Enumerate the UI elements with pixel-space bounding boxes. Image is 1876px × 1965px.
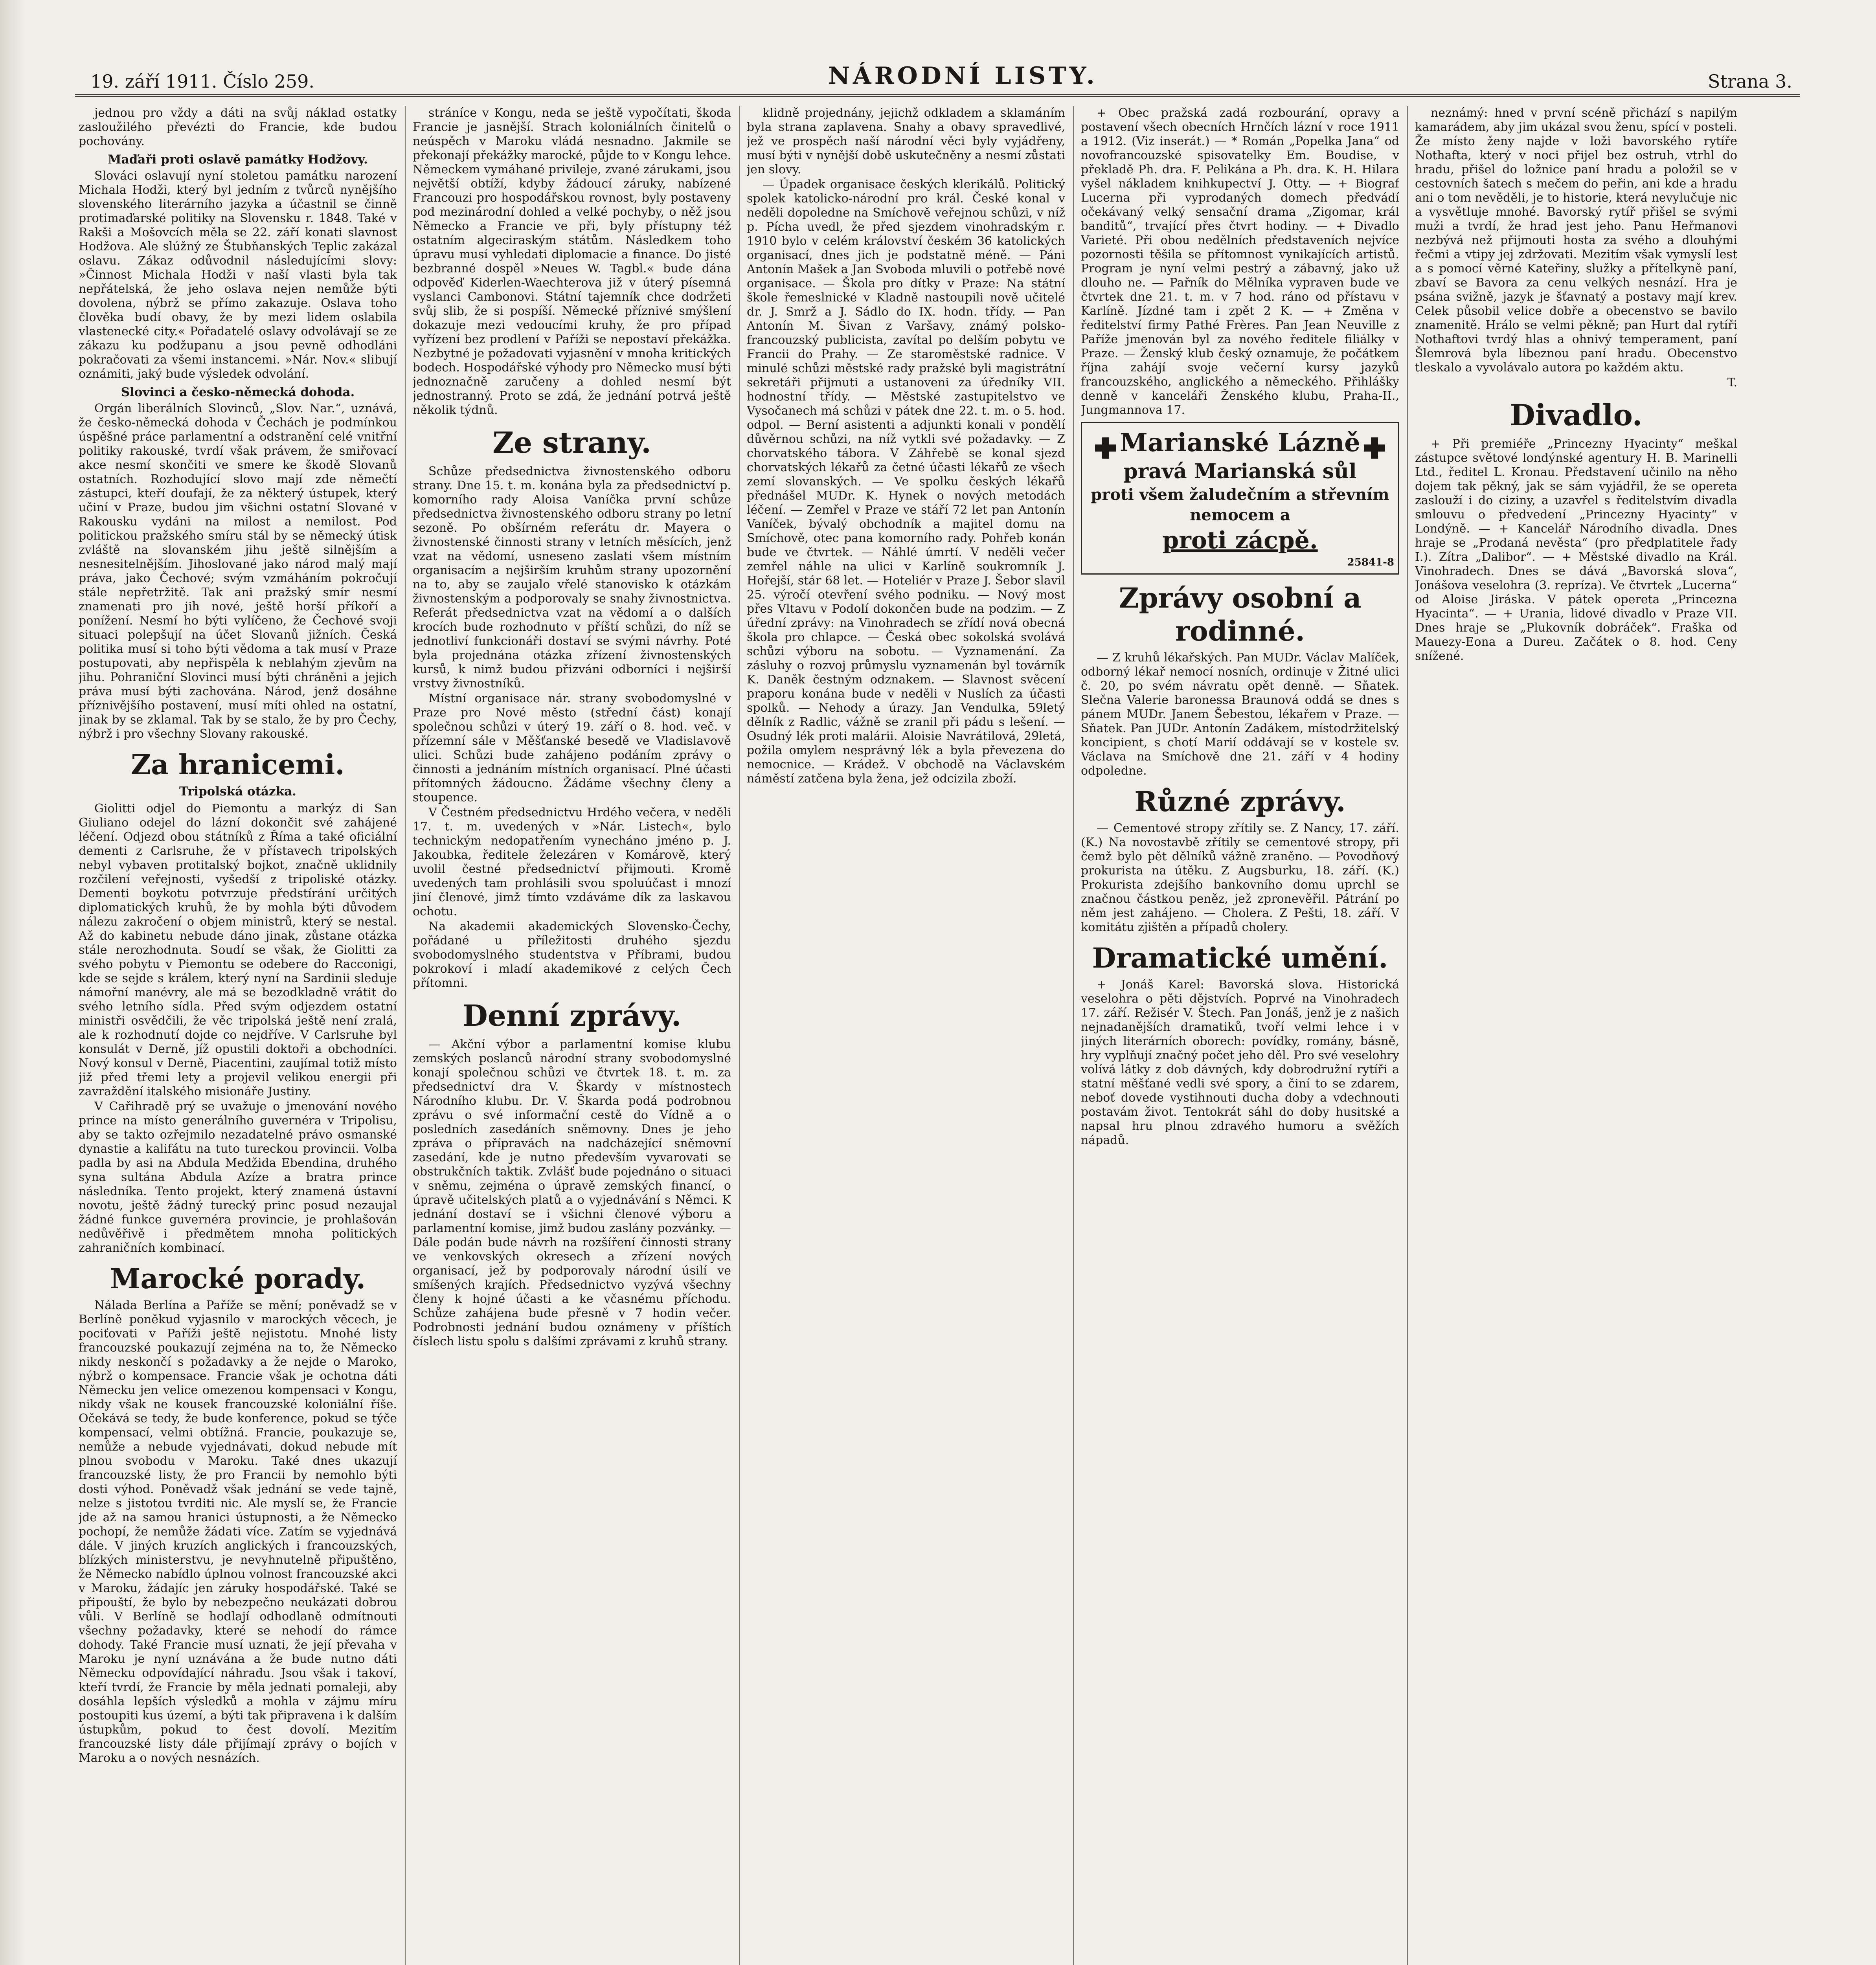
advertisement-marianske-lazne bbox=[1081, 422, 1399, 575]
column-5 bbox=[1415, 106, 1737, 1965]
article-text: V Čestném předsednictvu Hrdého večera, v neděli 17. t. m. uvedených v »Nár. Listech«, bylo technickým nedopatřením vynecháno jméno p. J. Jakoubka, ředitele železáren v Komárově, který uvolil čestné předsednictví přijmouti. Kromě uvedených tam prohlásili svou spoluúčast i mnozí jiní členové, jimž tímto vzdáváme dík za laskavou ochotu. bbox=[413, 806, 731, 918]
article-text: Místní organisace nár. strany svobodomyslné v Praze pro Nové město (střední část) konají společnou schůzi v úterý 19. září o 8. hod. več. v přízemní sále v Měšťanské besedě ve Vladislavově ulici. Schůzi bude zahájeno podáním zprávy o činnosti a jednáním místních organisací. Plné účasti přítomných žádoucno. Žádáme všechny členy a stoupence. bbox=[413, 692, 731, 804]
column-divider bbox=[405, 106, 406, 1965]
section-heading: Za hranicemi. bbox=[131, 748, 345, 781]
article-text: stráníce v Kongu, neda se ještě vypočítati, škoda Francie je jasnější. Strach koloniálních činitelů o neúspěch v Maroku vládá nesnadno. Jakmile se překonají překážky marocké, půjde to v Kongu lehce. Německem vymáhané privileje, zvané zárukami, jsou největší obtíží, kdyby žádoucí záruky, nabízené Francouzi pro hospodářskou rovnost, byly postaveny pod mezinárodní dohled a velké pochyby, o něž jsou Německo a Francie ve při, byly přístupny též ostatním algeciraským státům. Následkem toho úpravu musí vyhledati diplomacie a finance. Do jisté bezbranné dospěl »Neues W. Tagbl.« bude dána odpověď Kiderlen-Waechterova již v úterý písemná vyslanci Cambonovi. Státní tajemník chce dodržeti svůj slib, že si pospíší. Německé příznivé smýšlení dokazuje mezi vedoucími kruhy, že pro případ vyřízení bez prodlení v Paříži se nepostaví překážka. Nezbytné je požadovati vyjasnění v mnoha kritických bodech. Hospodářské výhody pro Německo musí býti jednoznačně zaručeny a dohled nesmí být jednostranný. Proto se zdá, že jednání potrvá ještě několik týdnů. bbox=[413, 106, 731, 417]
column-divider bbox=[1407, 106, 1408, 1965]
section-heading: Dramatické umění. bbox=[1092, 942, 1388, 974]
article-text: + Obec pražská zadá rozbourání, opravy a postavení všech obecních Hrnčích lázní v roce 1911 a 1912. (Viz inserát.) — * Román „Popelka Jana“ od novofrancouzské spisovatelky Em. Boudise, v překladě Ph. dra. F. Pelikána a Ph. dra. K. H. Hilara vyšel nákladem knihkupectví J. Otty. — + Biograf Lucerna při vyprodaných domech předvádí očekávaný velký sensační drama „Zigomar, král banditů“, trvající přes čtvrt hodiny. — + Divadlo Varieté. Při obou nedělních představeních nejvíce pozornosti těšila se přítomnost vynikajících artistů. Program je nyní velmi pestrý a zábavný, jako už dlouho ne. — Pařník do Mělníka vypraven bude ve čtvrtek dne 21. t. m. v 7 hod. ráno od přístavu v Karlíně. Jízdné tam i zpět 2 K. — + Změna v ředitelství firmy Pathé Frères. Pan Jean Neuville z Paříže jmenován byl za nového ředitele filiálky v Praze. — Ženský klub český oznamuje, že počátkem října zahájí svoje večerní kursy jazyků francouzského, anglického a německého. Přihlášky denně v kanceláři Ženského klubu, Praha-II., Jungmannova 17. bbox=[1081, 106, 1399, 417]
column-divider bbox=[739, 106, 740, 1965]
article-text: — Z kruhů lékařských. Pan MUDr. Václav Malíček, odborný lékař nemocí nosních, ordinuje v Žitné ulici č. 20, po svém návratu opět denně. — Sňatek. Slečna Valerie baronessa Braunová oddá se dnes s pánem MUDr. Janem Šebestou, lékařem v Praze. — Sňatek. Pan JUDr. Antonín Zadákem, místodržitelský koncipient, s chotí Marií oddávají se v kostele sv. Václava na Smíchově dne 21. září v 4 hodiny odpoledne. bbox=[1081, 651, 1399, 778]
ad-line: proti zácpě. bbox=[1162, 527, 1318, 554]
newspaper-title: NÁRODNÍ LISTY. bbox=[828, 62, 1098, 90]
article-heading: Maďaři proti oslavě památky Hodžovy. bbox=[108, 152, 368, 167]
article-text: neznámý: hned v první scéně přichází s napilým kamarádem, aby jim ukázal svou ženu, spící v posteli. Že místo ženy najde v loži bavorského rytíře Nothafta, který v noci přijel bez ostruh, vtrhl do hradu, přišel do ložnice paní hradu a položil se v cestovních šatech s mečem do peřin, ani kde a hradu ani o tom nevěděli, je to historie, která nevylučuje nic a vysvětluje mnohé. Bavorský rytíř přišel se svými muži a tvrdí, že hrad jest jeho. Panu Heřmanovi nezbývá než přijmouti hosta za svého a dlouhými řečmi a vtipy jej zdržovati. Mezitím však vymyslí lest a s pomocí věrné Kateřiny, služky a přítelkyně paní, zbaví se Bavora za cenu velkých nesnází. Hra je psána svižně, jazyk je šťavnatý a postavy mají krev. Celek působil velice dobře a obecenstvo se bavilo znamenitě. Hrálo se velmi pěkně; pan Hurt dal rytíři Nothaftovi tvrdý hlas a ohnivý temperament, paní Šlemrová byla líbeznou paní hradu. Obecenstvo tleskalo a vyvolávalo autora po každém aktu. bbox=[1415, 106, 1737, 375]
article-text: Na akademii akademických Slovensko-Čechy, pořádané u příležitosti druhého sjezdu svobodomyslného studentstva v Příbrami, budou pokrokoví i mladí akademikové z celých Čech přítomni. bbox=[413, 920, 731, 990]
issue-date: 19. září 1911. Číslo 259. bbox=[90, 71, 315, 92]
ad-reference: 25841-8 bbox=[1347, 556, 1394, 568]
article-text: + Při premiéře „Princezny Hyacinty“ meškal zástupce světové londýnské agentury H. B. Marinelli Ltd., ředitel L. Kronau. Představení učinilo na něho dojem tak pěkný, jak se sám vyjádřil, že se opereta zaslouží i do ciziny, a uzavřel s ředitelstvím divadla smlouvu o předvedení „Princezny Hyacinty“ v Londýně. — + Kancelář Národního divadla. Dnes hraje se „Prodaná nevěsta“ (pro předplatitele řady I.). Zítra „Dalibor“. — + Městské divadlo na Král. Vinohradech. Dnes se dává „Bavorská slova“, Jonášova veselohra (3. repríza). Ve čtvrtek „Lucerna“ od Aloise Jiráska. V pátek opereta „Princezna Hyacinta“. — + Urania, lidové divadlo v Praze VII. Dnes hraje se „Plukovník dobráček“. Fraška od Mauezy-Eona a Dureu. Začátek o 8. hod. Ceny snížené. bbox=[1415, 437, 1737, 663]
masthead bbox=[75, 59, 1800, 97]
section-heading: Zprávy osobní a rodinné. bbox=[1119, 582, 1362, 647]
article-text: jednou pro vždy a dáti na svůj náklad ostatky zasloužilého převézti do Francie, kde budou pochovány. bbox=[79, 106, 397, 148]
author-signature: T. bbox=[1727, 376, 1737, 389]
cross-icon bbox=[1364, 437, 1385, 459]
cross-icon bbox=[1095, 437, 1116, 459]
section-heading: Ze strany. bbox=[492, 426, 651, 460]
ad-line: proti všem žaludečním a střevním nemocem a bbox=[1091, 485, 1389, 524]
article-heading: Slovinci a česko-německá dohoda. bbox=[121, 385, 355, 399]
column-4 bbox=[1081, 106, 1399, 1965]
section-heading: Denní zprávy. bbox=[462, 999, 682, 1033]
column-divider bbox=[1073, 106, 1074, 1965]
article-text: Orgán liberálních Slovinců, „Slov. Nar.“, uznává, že česko-německá dohoda v Čechách je podmínkou úspěšné práce parlamentní a odstranění celé vnitřní politiky rakouské, tvrdí však právem, že smiřovací akce nesmí skončiti ve smere ke škodě Slovanů ostatních. Rozhodující slovo mají zde němečtí zástupci, kteří doufají, že za některý ústupek, který učiní v Praze, budou jim všichni ostatní Slované v Rakousku vydáni na milost a nemilost. Pod politickou pražského smíru stál by se německý útisk zvláště na slovanském jihu ještě silnějším a nesnesitelnějším. Jihoslované jako národ malý mají práva, jako Čechové; svým vzmáháním pokročují stále nepřetržitě. Tak ani pražský smír nesmí znamenati pro jih nové, ještě horší příkoří a ponížení. Nesmí ho býti vylíčeno, že Čechové svoji situaci polepšují na účet Slovanů jižních. Česká politika musí si toho býti vědoma a tak musí v Praze postupovati, aby nepřispěla k neblahým zjevům na jihu. Pohraniční Slovinci musí býti chráněni a jejich práva musí býti zachována. Národ, jenž dosáhne příznivějšího postavení, musí míti ohled na ostatní, jinak by se zklamal. Tak by se stalo, že by pro Čechy, nýbrž i pro všechny Slovany rakouské. bbox=[79, 402, 397, 741]
article-text: — Akční výbor a parlamentní komise klubu zemských poslanců národní strany svobodomyslné konají společnou schůzi ve čtvrtek 18. t. m. za předsednictví dra V. Škardy v místnostech Národního klubu. Dr. V. Škarda podá podrobnou zprávu o své informační cestě do Vídně a o posledních zasedáních sněmovny. Dnes je jeho zpráva o přípravách na nadcházející sněmovní zasedání, kde je nutno především vyvarovati se obstrukčních taktik. Zvlášť bude pojednáno o situaci v sněmu, zejména o úpravě zemských financí, o úpravě učitelských platů a o vyjednávání s Němci. K jednání dostaví se i všichni členové výboru a parlamentní komise, jimž budou zaslány pozvánky. — Dále podán bude návrh na rozšíření činnosti strany ve venkovských okresech a zřízení nových organisací, jež by podporovaly národní úsilí ve smíšených krajích. Předsednictvo vyzývá všechny členy k hojné účasti a ke včasnému příchodu. Schůze zahájena bude přesně v 7 hodin večer. Podrobnosti jednání budou oznámeny v příštích číslech listu spolu s dalšími zprávami z kruhů strany. bbox=[413, 1038, 731, 1348]
section-heading: Marocké porady. bbox=[110, 1262, 366, 1295]
article-text: Nálada Berlína a Paříže se mění; poněvadž se v Berlíně poněkud vyjasnilo v marockých věcech, je pociťovati v Paříži ještě nejistotu. Mnohé listy francouzské poukazují zejména na to, že Německo nikdy neskončí s požadavky a že nejde o Maroko, nýbrž o kompensace. Francie však je ochotna dáti Německu jen velice omezenou kompensaci v Kongu, nikdy však ne kousek francouzské koloniální říše. Očekává se tedy, že bude konference, pokud se týče kompensací, velmi obtížná. Francie, poukazuje se, nemůže a nebude vyjednávati, dokud nebude mít plnou svobodu v Maroku. Také dnes ukazují francouzské listy, že pro Francii by nemohlo býti dosti výhod. Poněvadž však jednání se vede tajně, nelze s jistotou tvrditi nic. Ale myslí se, že Francie jde až na samou hranici ústupnosti, a že Německo pochopí, že nemůže žádati více. Zatím se vyjednává dále. V jiných kruzích anglických i francouzských, blízkých ministerstvu, je nevyhnutelně připuštěno, že Německo nabídlo úplnou volnost francouzské akci v Maroku, žádajíc jen záruky hospodářské. Také se připouští, že bylo by nebezpečno neukázati dobrou vůli. V Berlíně se hodlají odhodlaně odmítnouti všechny požadavky, které se nehodí do rámce dohody. Také Francie musí uznati, že její převaha v Maroku je nyní uznávána a že bude nutno dáti Německu odpovídající náhradu. Jsou však i takoví, kteří tvrdí, že Francie by měla jednati pomaleji, aby dosáhla lepších výsledků a mohla v zájmu míru postoupiti kus území, a býti tak připravena i k dalším ústupkům, pokud to čest dovolí. Mezitím francouzské listy dále přijímají zprávy o bojích v Maroku a o nových nesnázích. bbox=[79, 1298, 397, 1765]
article-text: + Jonáš Karel: Bavorská slova. Historická veselohra o pěti dějstvích. Poprvé na Vinohradech 17. září. Režisér V. Štech. Pan Jonáš, jenž je z našich nejnadanějších dramatiků, tvoří velmi lehce i v jiných literárních oborech: povídky, romány, básně, hry vyplňují značný počet jeho děl. Pro své veselohry volívá látky z dob dávných, kdy dobrodružní rytíři a statní měšťané vedli své spory, a činí to se zdarem, neboť dovede vystihnouti ducha doby a vdechnouti postavám život. Tentokrát sáhl do doby husitské a napsal hru plnou zdravého humoru a svěžích nápadů. bbox=[1081, 978, 1399, 1147]
column-3 bbox=[747, 106, 1065, 1965]
article-text: V Cařihradě prý se uvažuje o jmenování nového prince na místo generálního guvernéra v Tripolisu, aby se takto ozřejmilo nezadatelné právo osmanské dynastie a kalifátu na tuto tureckou provincii. Volba padla by asi na Abdula Medžida Ebendina, druhého syna sultána Abdula Azíze a bratra prince následníka. Tento projekt, který znamená ústavní novotu, ještě žádný turecký princ posud nezaujal žádné funkce guvernéra provincie, je prohlašován nedůvěřivě i předmětem mnoha politických zahraničních kombinací. bbox=[79, 1100, 397, 1255]
article-text: Slováci oslavují nyní stoletou památku narození Michala Hodži, který byl jedním z tvůrců nynějšího slovenského literárního jazyka a účastnil se činně protimaďarské politiky na Slovensku r. 1848. Také v Rakši a Mošovcích měla se 22. září konati slavnost Hodžova. Ale slúžný ze Štubňanských Teplic zakázal oslavu. Zákaz odůvodnil následujícími slovy: »Činnost Michala Hodži v naší vlasti byla tak nepřátelská, že jeho oslava nejen nemůže býti dovolena, nýbrž se přímo zakazuje. Oslava toho člověka budí obavy, že by mezi lidem oslabila vlastenecké city.« Pořadatelé oslavy odvolávají se ze zákazu ku podžupanu a jsou pevně odhodláni pokračovati za všemi instancemi. »Nár. Nov.« slibují oznámiti, jaký bude výsledek odvolání. bbox=[79, 169, 397, 381]
section-heading: Různé zprávy. bbox=[1134, 785, 1346, 818]
article-text: Schůze předsednictva živnostenského odboru strany. Dne 15. t. m. konána byla za předsednictví p. komorního rady Aloisa Vaníčka první schůze předsednictva živnostenského odboru strany po letní sezoně. Po obšírném referátu dr. Mayera o živnostenské činnosti strany v letních měsících, jenž vzat na vědomí, usneseno zaslati všem místním organisacím a nejširším kruhům strany upozornění na to, aby se zaujalo vřelé stanovisko k otázkám živnostenským a podporovaly se snahy živnostnictva. Referát předsednictva vzat na vědomí a o dalších krocích bude rozhodnuto v příští schůzi, do níž se jednotliví funkcionáři dostaví se svými návrhy. Poté byla projednána otázka zřízení živnostenských kursů, k nimž budou přizváni odborníci i nejširší vrstvy živnostníků. bbox=[413, 465, 731, 691]
ad-title: Marianské Lázně bbox=[1120, 428, 1360, 457]
page-number: Strana 3. bbox=[1708, 71, 1792, 92]
column-2 bbox=[413, 106, 731, 1965]
article-text: Giolitti odjel do Piemontu a markýz di San Giuliano odejel do lázní dokončit své zahájené léčení. Odjezd obou státníků z Říma a také oficiální dementi z Carlsruhe, že v přístavech tripolských nebyl vybaven protitalský bojkot, značně uklidnily rozčilení veřejnosti, vyšedší z tripoliské otázky. Dementi boykotu potvrzuje předstírání určitých diplomatických kruhů, že by mohla býti důvodem nálezu zakročení o objem ministrů, který se nestal. Až do kabinetu nebude dáno jinak, zůstane otázka stále nerozhodnuta. Soudí se však, že Giolitti za svého pobytu v Piemontu se odebere do Racconigi, kde se sejde s králem, který nyní na Sardinii sleduje námořní manévry, ale má se bezodkladně vrátit do svého letního sídla. Před svým odjezdem ostatní ministři osvědčili, že věc tripolská ještě není zralá, ale k rozhodnutí dojde co nejdříve. V Carlsruhe byl konsulát v Derně, jíž opustili doktoři a obchodníci. Nový konsul v Derně, Piacentini, zaujímal totiž místo již před třemi lety a projevil velikou energii při zavraždění italského misionáře Justiny. bbox=[79, 802, 397, 1098]
ad-line: pravá Marianská sůl bbox=[1123, 459, 1357, 483]
article-text: — Cementové stropy zřítily se. Z Nancy, 17. září. (K.) Na novostavbě zřítily se cementové stropy, při čemž bylo pět dělníků vážně zraněno. — Povodňový prokurista na útěku. Z Augsburku, 18. září. (K.) Prokurista zdejšího bankovního domu uprchl se značnou částkou peněz, jež zpronevěřil. Pátrání po něm jest zahájeno. — Cholera. Z Pešti, 18. září. V komitátu zjištěn a případů cholery. bbox=[1081, 821, 1399, 934]
column-1 bbox=[79, 106, 397, 1965]
page-binding-edge bbox=[0, 0, 24, 1965]
article-subheading: Tripolská otázka. bbox=[179, 784, 296, 799]
section-heading: Divadlo. bbox=[1510, 399, 1643, 432]
article-text: — Úpadek organisace českých klerikálů. Politický spolek katolicko-národní pro král. České konal v neděli dopoledne na Smíchově veřejnou schůzi, v níž p. Pícha uvedl, že před sjezdem vinohradským r. 1910 bylo v celém království českém 36 katolických organisací, dnes jich je podstatně méně. — Páni Antonín Mašek a Jan Svoboda mluvili o potřebě nové organisace. — Škola pro dítky v Praze: Na státní škole řemeslnické v Kladně nastoupili nově učitelé dr. J. Smrž a J. Sádlo do IX. hodn. třídy. — Pan Antonín M. Šivan z Varšavy, známý polsko-francouzský publicista, zavítal po delším pobytu ve Francii do Prahy. — Ze staroměstské radnice. V minulé schůzi městské rady pražské byli magistrátní sekretáři přijmuti a ustanoveni za úředníky VII. hodnostní třídy. — Městské zastupitelstvo ve Vysočanech má schůzi v pátek dne 22. t. m. o 5. hod. odpol. — Berní asistenti a adjunkti konali v pondělí důvěrnou schůzi, na níž vytkli své požadavky. — Z chorvatského tábora. V Záhřebě se konal sjezd chorvatských lékařů za četné účasti lékařů ze všech zemí slovanských. — Ve spolku českých lékařů přednášel MUDr. K. Hynek o nových metodách léčení. — Zemřel v Praze ve stáří 72 let pan Antonín Vaníček, bývalý obchodník a majitel domu na Smíchově, otec pana komorního rady. Pohřeb konán bude ve čtvrtek. — Náhlé úmrtí. V neděli večer zemřel náhle na ulici v Karlíně soukromník J. Hořejší, stár 68 let. — Hoteliér v Praze J. Šebor slavil 25. výročí otevření svého podniku. — Nový most přes Vltavu v Podolí dokončen bude na podzim. — Z úřední zprávy: na Vinohradech se zřídí nová obecná škola pro chlapce. — Česká obec sokolská svolává schůzi výboru na sobotu. — Vyznamenání. Za zásluhy o rozvoj průmyslu vyznamenán byl továrník K. Daněk čestným odznakem. — Slavnost svěcení praporu konána bude v neděli v Nuslích za účasti spolků. — Nehody a úrazy. Jan Vendulka, 59letý dělník z Radlic, vážně se zranil při pádu s lešení. — Osudný lék proti malárii. Aloisie Navrátilová, 29letá, požila omylem nesprávný lék a byla převezena do nemocnice. — Krádež. V obchodě na Václavském náměstí zatčena byla žena, jež odcizila zboží. bbox=[747, 178, 1065, 786]
article-text: klidně projednány, jejichž odkladem a sklamáním byla strana zaplavena. Snahy a obavy spravedlivé, jež ve prospěch naší národní věci byly vyjádřeny, musí býti v nynější době uskutečněny a nesmí zůstati jen slovy. bbox=[747, 106, 1065, 176]
